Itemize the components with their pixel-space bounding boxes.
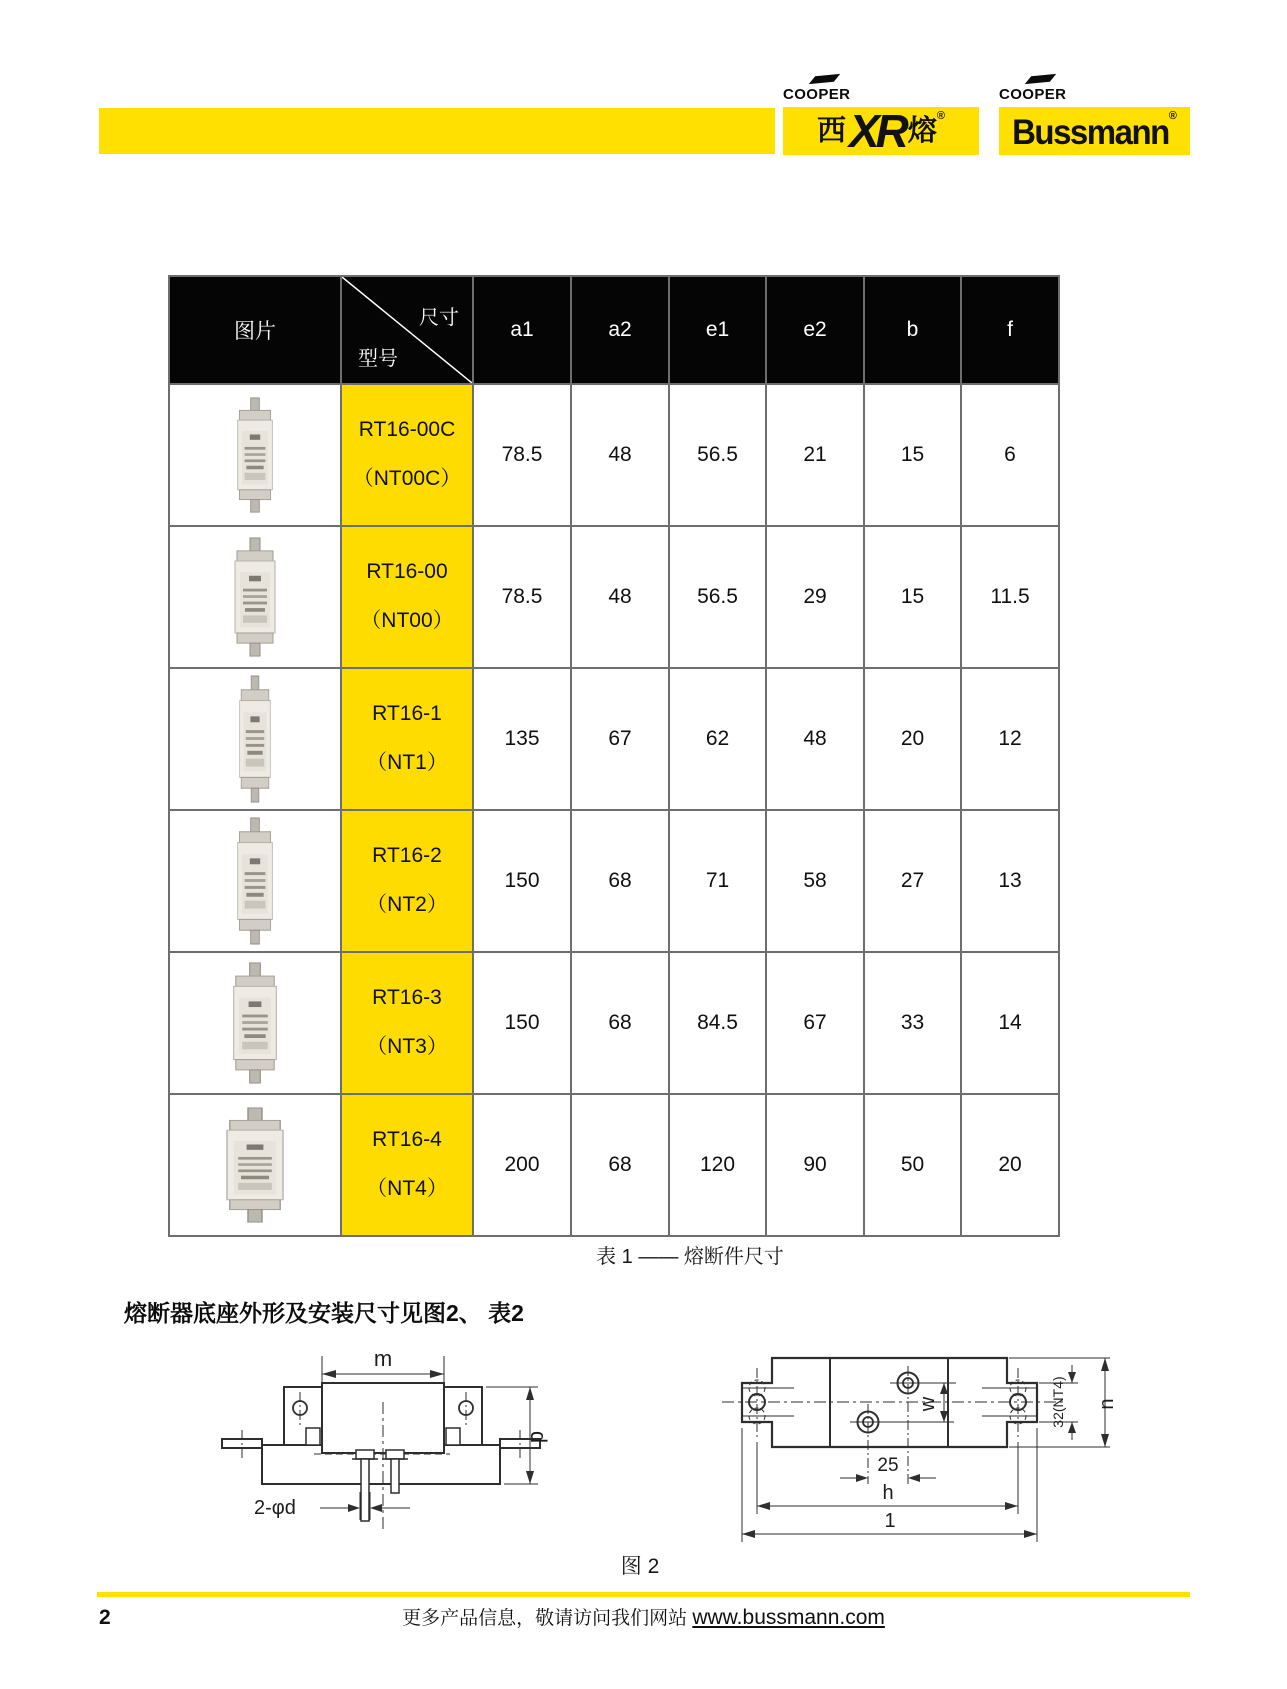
value-cell: 20 <box>961 1094 1059 1236</box>
cooper-mark-xr <box>783 86 850 103</box>
xr-logo-mark: XR <box>848 105 905 157</box>
fuse-base-front-view-drawing <box>196 1344 548 1544</box>
image-cell <box>169 526 341 668</box>
model-cell <box>341 952 473 1094</box>
section-heading: 熔断器底座外形及安装尺寸见图2、 表2 <box>124 1300 524 1326</box>
image-cell <box>169 810 341 952</box>
model-name: RT16-2 <box>372 844 442 867</box>
col-header-corner <box>341 276 473 384</box>
value-cell: 6 <box>961 384 1059 526</box>
value-cell: 68 <box>571 810 669 952</box>
dim-label-n: n <box>1096 1398 1118 1410</box>
dim-label-32-nt4: 32(NT4) <box>1050 1376 1066 1428</box>
footer-text-line <box>0 1603 1287 1630</box>
value-cell: 11.5 <box>961 526 1059 668</box>
model-name: RT16-1 <box>372 702 442 725</box>
value-cell: 68 <box>571 952 669 1094</box>
xr-logo-left-char: 西 <box>816 114 846 147</box>
fuse-photo <box>229 397 281 513</box>
table-header-row <box>169 276 1059 384</box>
fuse-photo <box>225 537 285 657</box>
registered-icon: ® <box>1168 110 1177 122</box>
value-cell: 71 <box>669 810 766 952</box>
cooper-flag-icon <box>1025 74 1056 84</box>
table-row <box>169 810 1059 952</box>
value-cell: 13 <box>961 810 1059 952</box>
fuse-photo <box>229 817 281 945</box>
dim-label-p: p <box>523 1430 548 1444</box>
value-cell: 48 <box>571 526 669 668</box>
value-cell: 67 <box>766 952 864 1094</box>
table-row <box>169 952 1059 1094</box>
corner-label-model: 型号 <box>358 348 398 370</box>
value-cell: 15 <box>864 384 961 526</box>
value-cell: 12 <box>961 668 1059 810</box>
registered-icon: ® <box>936 110 946 122</box>
bussmann-wordmark: Bussmann <box>1012 111 1169 151</box>
col-header-e1: e1 <box>669 276 766 384</box>
dim-label-m: m <box>373 1346 393 1371</box>
dim-label-h: h <box>882 1482 894 1504</box>
footer-text: 更多产品信息，敬请访问我们网站 <box>402 1608 693 1629</box>
bussmann-logo <box>999 107 1190 155</box>
cooper-wordmark: COOPER <box>999 86 1067 103</box>
dim-label-25: 25 <box>877 1455 899 1476</box>
model-cell <box>341 668 473 810</box>
image-cell <box>169 1094 341 1236</box>
value-cell: 68 <box>571 1094 669 1236</box>
dim-label-l: 1 <box>884 1510 896 1532</box>
value-cell: 200 <box>473 1094 571 1236</box>
table-row <box>169 526 1059 668</box>
fuse-base-top-view-drawing <box>664 1352 1119 1552</box>
col-header-a2: a2 <box>571 276 669 384</box>
model-alt-name: （NT00C） <box>352 467 462 490</box>
value-cell: 29 <box>766 526 864 668</box>
value-cell: 48 <box>571 384 669 526</box>
value-cell: 27 <box>864 810 961 952</box>
model-cell <box>341 1094 473 1236</box>
cooper-flag-icon <box>809 74 840 84</box>
col-header-image: 图片 <box>169 276 341 384</box>
model-name: RT16-3 <box>372 986 442 1009</box>
xr-logo-right-char: 熔 <box>907 114 937 147</box>
image-cell <box>169 384 341 526</box>
value-cell: 33 <box>864 952 961 1094</box>
fuse-photo <box>223 962 287 1084</box>
dim-label-2-phi-d: 2-φd <box>254 1497 296 1519</box>
footer-url-link[interactable]: www.bussmann.com <box>692 1606 885 1629</box>
model-cell <box>341 526 473 668</box>
value-cell: 135 <box>473 668 571 810</box>
model-alt-name: （NT4） <box>366 1177 448 1200</box>
col-header-f: f <box>961 276 1059 384</box>
table-row <box>169 668 1059 810</box>
value-cell: 150 <box>473 810 571 952</box>
table-row <box>169 384 1059 526</box>
value-cell: 120 <box>669 1094 766 1236</box>
table-caption: 表 1 —— 熔断件尺寸 <box>596 1246 784 1268</box>
cooper-mark-bussmann <box>999 86 1066 103</box>
page-number: 2 <box>99 1606 111 1629</box>
dim-label-w: w <box>917 1396 939 1412</box>
xr-logo <box>783 107 979 155</box>
value-cell: 78.5 <box>473 526 571 668</box>
value-cell: 67 <box>571 668 669 810</box>
model-alt-name: （NT2） <box>366 893 448 916</box>
value-cell: 15 <box>864 526 961 668</box>
image-cell <box>169 952 341 1094</box>
value-cell: 56.5 <box>669 526 766 668</box>
model-cell <box>341 384 473 526</box>
cooper-wordmark: COOPER <box>783 86 851 103</box>
model-name: RT16-00C <box>358 418 456 441</box>
fuse-dimension-table <box>168 275 1060 1237</box>
value-cell: 62 <box>669 668 766 810</box>
figure-caption: 图 2 <box>620 1555 660 1578</box>
col-header-e2: e2 <box>766 276 864 384</box>
model-name: RT16-4 <box>372 1128 442 1151</box>
model-alt-name: （NT1） <box>366 751 448 774</box>
value-cell: 50 <box>864 1094 961 1236</box>
model-alt-name: （NT00） <box>360 609 454 632</box>
value-cell: 14 <box>961 952 1059 1094</box>
corner-label-size: 尺寸 <box>419 307 459 329</box>
value-cell: 84.5 <box>669 952 766 1094</box>
fuse-photo <box>213 1107 297 1223</box>
model-alt-name: （NT3） <box>366 1035 448 1058</box>
value-cell: 58 <box>766 810 864 952</box>
image-cell <box>169 668 341 810</box>
value-cell: 48 <box>766 668 864 810</box>
value-cell: 150 <box>473 952 571 1094</box>
fuse-photo <box>232 675 278 803</box>
col-header-a1: a1 <box>473 276 571 384</box>
value-cell: 21 <box>766 384 864 526</box>
value-cell: 90 <box>766 1094 864 1236</box>
value-cell: 78.5 <box>473 384 571 526</box>
table-row <box>169 1094 1059 1236</box>
model-cell <box>341 810 473 952</box>
header-yellow-bar <box>99 108 775 154</box>
value-cell: 20 <box>864 668 961 810</box>
footer-yellow-rule <box>97 1592 1190 1597</box>
col-header-b: b <box>864 276 961 384</box>
value-cell: 56.5 <box>669 384 766 526</box>
model-name: RT16-00 <box>366 560 448 583</box>
